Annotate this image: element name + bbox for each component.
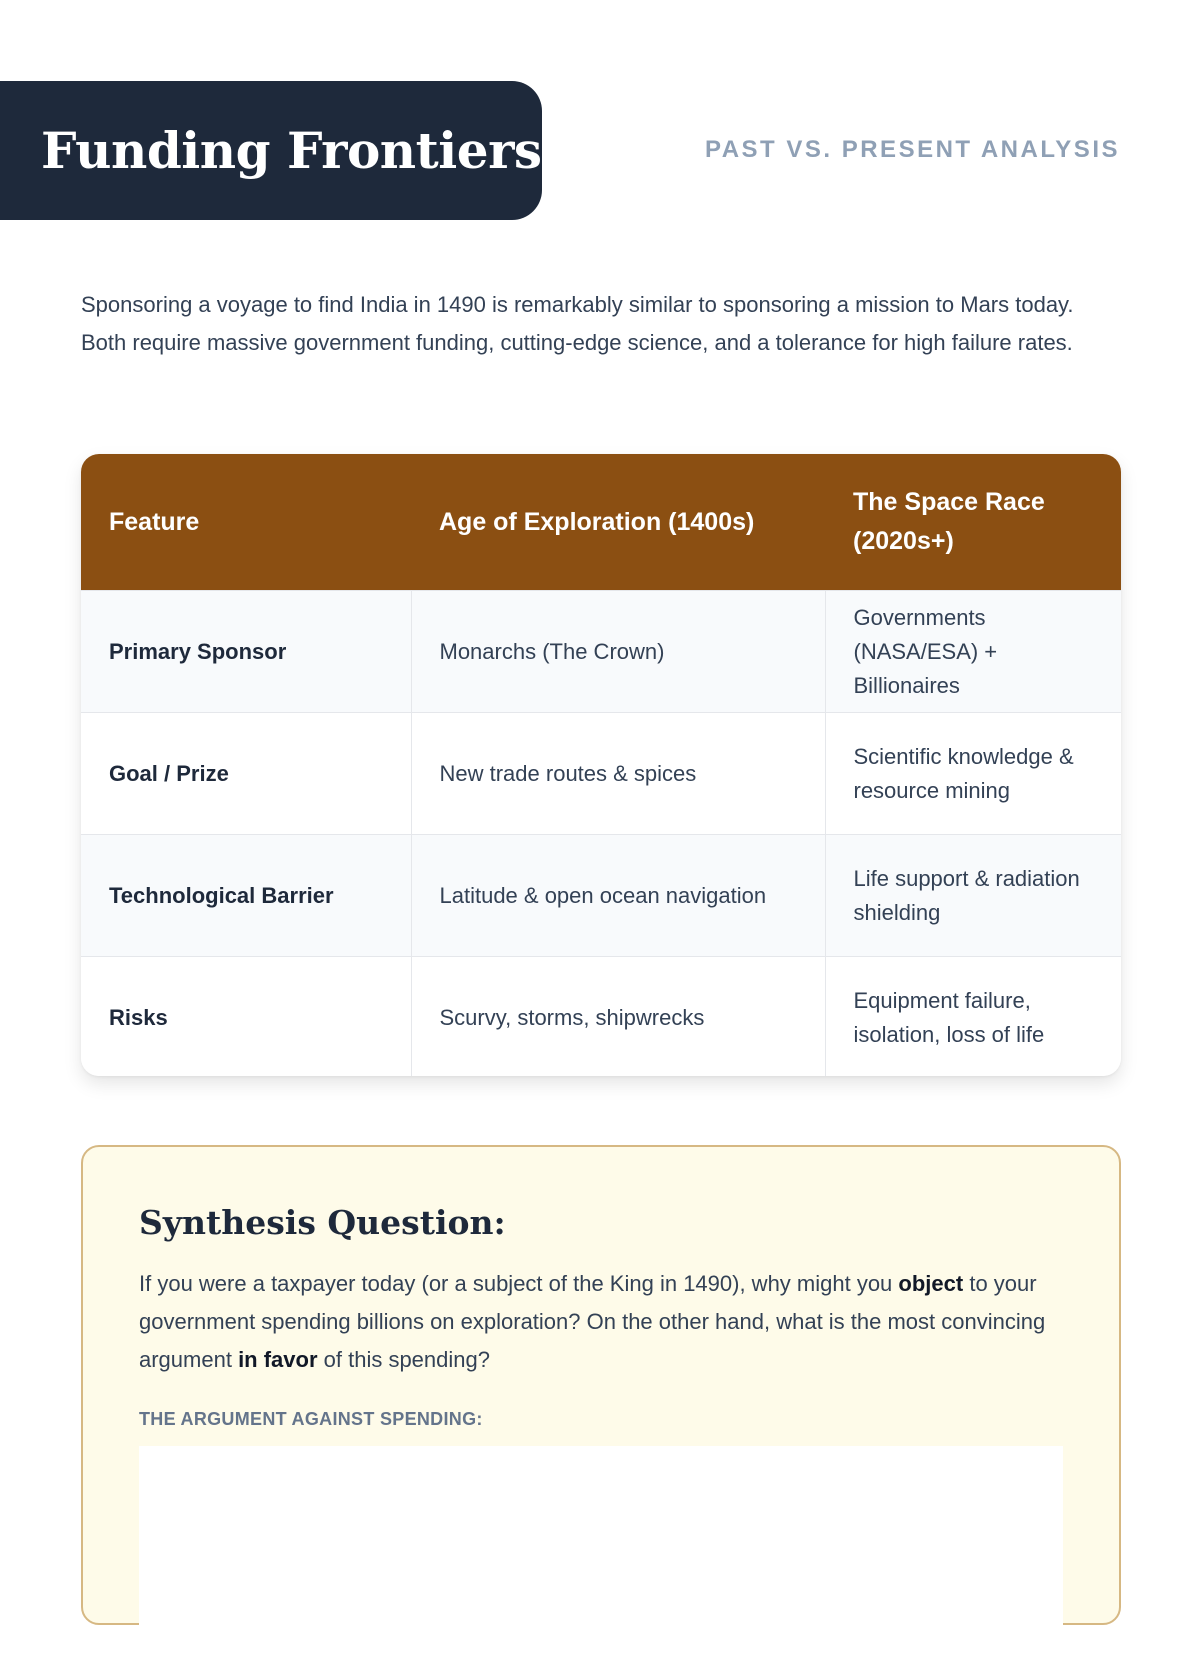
header-age-of-exploration: Age of Exploration (1400s) <box>411 454 825 591</box>
row-exploration-cell: Latitude & open ocean navigation <box>411 835 825 957</box>
intro-paragraph: Sponsoring a voyage to find India in 1490 is remarkably similar to sponsoring a mission to Mars today. Both require massive government funding, cutting-edge science, and a tolerance for high failure rates. <box>81 292 1074 355</box>
title-banner <box>0 81 542 220</box>
row-feature-cell: Technological Barrier <box>81 835 411 957</box>
argument-against-input[interactable] <box>139 1446 1063 1666</box>
row-feature-cell: Goal / Prize <box>81 713 411 835</box>
page-title: Funding Frontiers <box>41 121 542 180</box>
table-row <box>81 957 1121 1077</box>
comparison-table <box>81 454 1121 1076</box>
argument-against-label: THE ARGUMENT AGAINST SPENDING: <box>139 1409 483 1429</box>
row-feature-cell: Risks <box>81 957 411 1077</box>
header-feature: Feature <box>81 454 411 591</box>
row-exploration-cell: New trade routes & spices <box>411 713 825 835</box>
row-exploration-cell: Monarchs (The Crown) <box>411 591 825 713</box>
row-space-cell: Scientific knowledge & resource mining <box>825 713 1121 835</box>
synthesis-question <box>139 1265 1063 1379</box>
header-space-race: The Space Race (2020s+) <box>825 454 1121 591</box>
synthesis-card <box>81 1145 1121 1625</box>
row-space-cell: Governments (NASA/ESA) + Billionaires <box>825 591 1121 713</box>
comparison-table-card <box>81 454 1121 1076</box>
table-row <box>81 835 1121 957</box>
question-emphasis-object: object <box>898 1271 964 1296</box>
row-feature-cell: Primary Sponsor <box>81 591 411 713</box>
row-space-cell: Equipment failure, isolation, loss of life <box>825 957 1121 1077</box>
question-text: to your government spending billions on exploration? On the other hand, what is the most convincing argument <box>139 1271 1046 1372</box>
row-space-cell: Life support & radiation shielding <box>825 835 1121 957</box>
question-emphasis-in-favor: in favor <box>238 1347 318 1372</box>
question-text: If you were a taxpayer today (or a subject of the King in 1490), why might you <box>139 1271 899 1296</box>
question-text: of this spending? <box>317 1347 490 1372</box>
table-row <box>81 591 1121 713</box>
table-row <box>81 713 1121 835</box>
synthesis-title: Synthesis Question: <box>139 1203 506 1242</box>
row-exploration-cell: Scurvy, storms, shipwrecks <box>411 957 825 1077</box>
table-header-row <box>81 454 1121 591</box>
page-subtitle: PAST VS. PRESENT ANALYSIS <box>704 136 1120 163</box>
